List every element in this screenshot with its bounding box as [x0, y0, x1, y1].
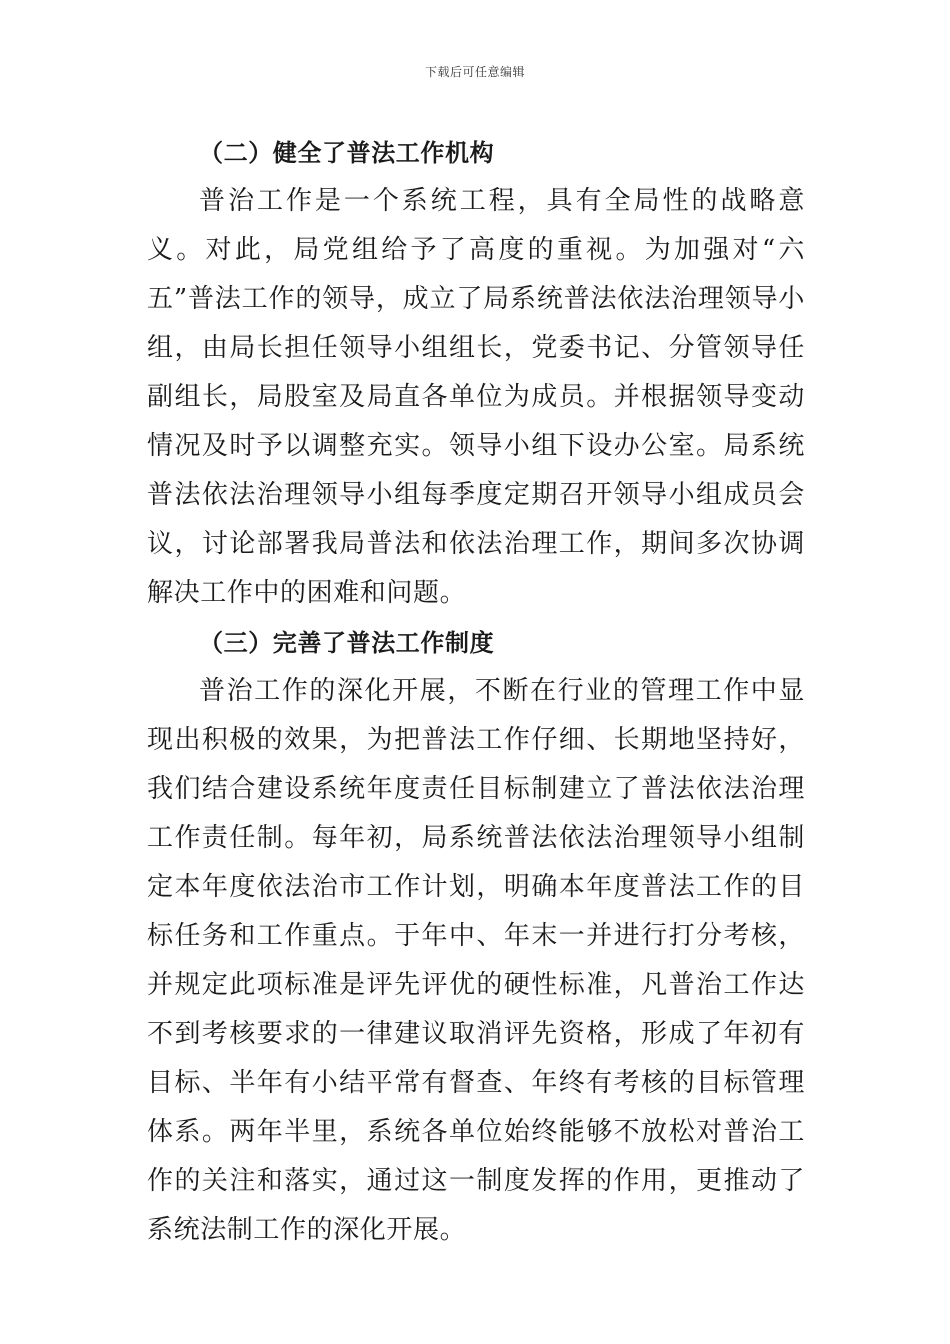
section-paragraph-3: 普治工作的深化开展，不断在行业的管理工作中显现出积极的效果，为把普法工作仔细、长期地坚持好，我们结合建设系统年度责任目标制建立了普法依法治理工作责任制。每年初，局系统普法依法治理领导小组制定本年度依法治市工作计划，明确本年度普法工作的目标任务和工作重点。于年中、年末一并进行打分考核，并规定此项标准是评先评优的硬性标准，凡普治工作达不到考核要求的一律建议取消评先资格，形成了年初有目标、半年有小结平常有督查、年终有考核的目标管理体系。两年半里，系统各单位始终能够不放松对普治工作的关注和落实，通过这一制度发挥的作用，更推动了系统法制工作的深化开展。	[147, 676, 805, 1245]
document-body	[147, 128, 805, 1255]
section-heading-2: （二）健全了普法工作机构	[199, 138, 495, 167]
section-heading-3: （三）完善了普法工作制度	[199, 628, 495, 657]
page-header: 下载后可任意编辑	[424, 65, 525, 79]
section-paragraph-2: 普治工作是一个系统工程，具有全局性的战略意义。对此，局党组给予了高度的重视。为加强对“六五”普法工作的领导，成立了局系统普法依法治理领导小组，由局长担任领导小组组长，党委书记、分管领导任副组长，局股室及局直各单位为成员。并根据领导变动情况及时予以调整充实。领导小组下设办公室。局系统普法依法治理领导小组每季度定期召开领导小组成员会议，讨论部署我局普法和依法治理工作，期间多次协调解决工作中的困难和问题。	[147, 186, 805, 608]
